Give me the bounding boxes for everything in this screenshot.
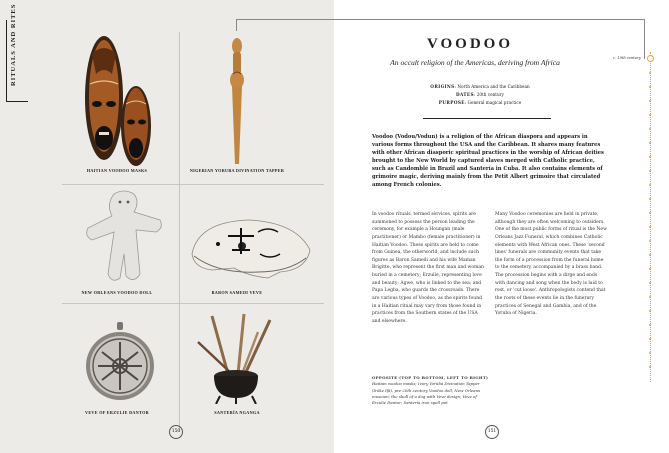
page-number-left: 150 bbox=[169, 425, 183, 439]
timeline-dot bbox=[649, 240, 651, 242]
timeline-dot bbox=[649, 212, 651, 214]
timeline-dot bbox=[649, 86, 651, 88]
page-number-right: 151 bbox=[485, 425, 499, 439]
caption-veve-skull: BARON SAMEDI VEVE bbox=[211, 290, 263, 295]
timeline-dot bbox=[649, 268, 651, 270]
timeline-dot bbox=[649, 100, 651, 102]
timeline-dot bbox=[649, 114, 651, 116]
timeline-dot bbox=[649, 324, 651, 326]
timeline-dot bbox=[649, 142, 651, 144]
caption-heading: OPPOSITE (TOP TO BOTTOM, LEFT TO RIGHT) bbox=[372, 375, 489, 380]
timeline-dot bbox=[649, 366, 651, 368]
body-column-left: In voodoo rituals, termed sèrvices, spirits are summoned to possess the person leading the ceremony, for example a Houngan (male practitioner) or Mambo (female practitioner) in Haitian Voodoo. These spirits are held to come from Guinea, the otherworld, and include such figures as Baron Samedi and his wife Maman Brigitte, who represent the first man and woman buried in a cemetery; Erzulie, representing love and beauty; Agwe, who is linked to the sea; and Papa Legba, who guards the crossroads. There are various types of Voodoo, as the spirits found in a Haitian ritual may vary from those found in practices from the Southern states of the USA and elsewhere. bbox=[372, 212, 484, 324]
grid-divider-vertical bbox=[179, 32, 180, 432]
timeline-dot bbox=[649, 296, 651, 298]
body-column-right: Many Voodoo ceremonies are held in private, although they are often welcoming to outsiders. One of the most public forms of ritual is the New Orleans Jazz Funeral, which combines Catholic elements with West African ones. These 'second lines' funerals are community events that take the form of a procession from the funeral home to the cemetery, accompanied by a brass band. The procession begins with a dirge and ends with dancing and song when the body is laid to rest, or 'cut loose'. Anthropologists contend that the roots of these events lie in the funerary practices of Senegal and Gambia, and of the Yoruba of Nigeria. bbox=[495, 212, 607, 317]
left-page bbox=[0, 0, 334, 453]
caption-masks: HAITIAN VOODOO MASKS bbox=[86, 168, 148, 173]
timeline-dot bbox=[649, 128, 651, 130]
page-subtitle: An occult religion of the Americas, deriving from Africa bbox=[390, 58, 560, 67]
timeline-dot bbox=[649, 72, 651, 74]
voodoo-doll-image bbox=[84, 190, 164, 286]
baron-samedi-veve-image bbox=[188, 214, 314, 282]
grid-divider-row-1 bbox=[62, 184, 324, 185]
meta-dates: DATES: 20th century bbox=[455, 92, 505, 97]
connector-line-vertical bbox=[236, 19, 237, 31]
caption-body: Haitian voodoo masks; Ivory Yorùbá Divination Tapper (Iròke Ifá), pre-20th century Voodoo doll; New Orleans museum; the skull of a dog with Veve design; Veve of Erzulie Dantor; Santería iron spell pot bbox=[372, 381, 481, 405]
voodoo-masks-image bbox=[82, 34, 154, 166]
timeline-dot bbox=[649, 254, 651, 256]
timeline-dot bbox=[649, 226, 651, 228]
caption-erzulie: VEVE OF ERZULIE DANTOR bbox=[85, 410, 149, 415]
timeline-dot bbox=[649, 352, 651, 354]
timeline-dot bbox=[649, 156, 651, 158]
caption-doll: NEW ORLEANS VOODOO DOLL bbox=[81, 290, 153, 295]
erzulie-veve-image bbox=[84, 322, 156, 402]
intro-paragraph: Voodoo (Vodou/Vodun) is a religion of the African diaspora and appears in various forms throughout the USA and the Caribbean. It shares many features with other African diasporic spiritual practices in the worship of African deities brought to the New World by captured slaves merged with Catholic practice, such as Candomblé in Brazil and Santería in Cuba. It also contains elements of grimoire magic, deriving mainly from the Petit Albert grimoire that circulated among French colonies. bbox=[372, 134, 604, 189]
timeline-dot bbox=[649, 310, 651, 312]
section-label: RITUALS AND RITES bbox=[10, 3, 17, 86]
image-caption-block bbox=[372, 375, 490, 406]
timeline-dot bbox=[649, 282, 651, 284]
timeline-dot bbox=[649, 184, 651, 186]
century-label: c. 19th century bbox=[613, 56, 641, 60]
timeline-marker-icon bbox=[647, 55, 654, 62]
grid-divider-row-2 bbox=[62, 303, 324, 304]
meta-purpose: PURPOSE: General magical practice bbox=[438, 100, 522, 105]
connector-line-end bbox=[644, 19, 645, 59]
divination-tapper-image bbox=[225, 36, 249, 166]
timeline-dot bbox=[649, 170, 651, 172]
santeria-nganga-image bbox=[192, 312, 282, 404]
connector-line-horizontal bbox=[236, 19, 644, 20]
timeline-dot bbox=[649, 198, 651, 200]
caption-tapper: NIGERIAN YORUBA DIVINATION TAPPER bbox=[189, 168, 285, 173]
caption-nganga: SANTERÍA NGANGA bbox=[214, 410, 260, 415]
page-title: VOODOO bbox=[426, 36, 514, 52]
timeline-dot bbox=[649, 338, 651, 340]
meta-origins: ORIGINS: North America and the Caribbean bbox=[430, 84, 530, 89]
title-rule bbox=[423, 118, 551, 119]
